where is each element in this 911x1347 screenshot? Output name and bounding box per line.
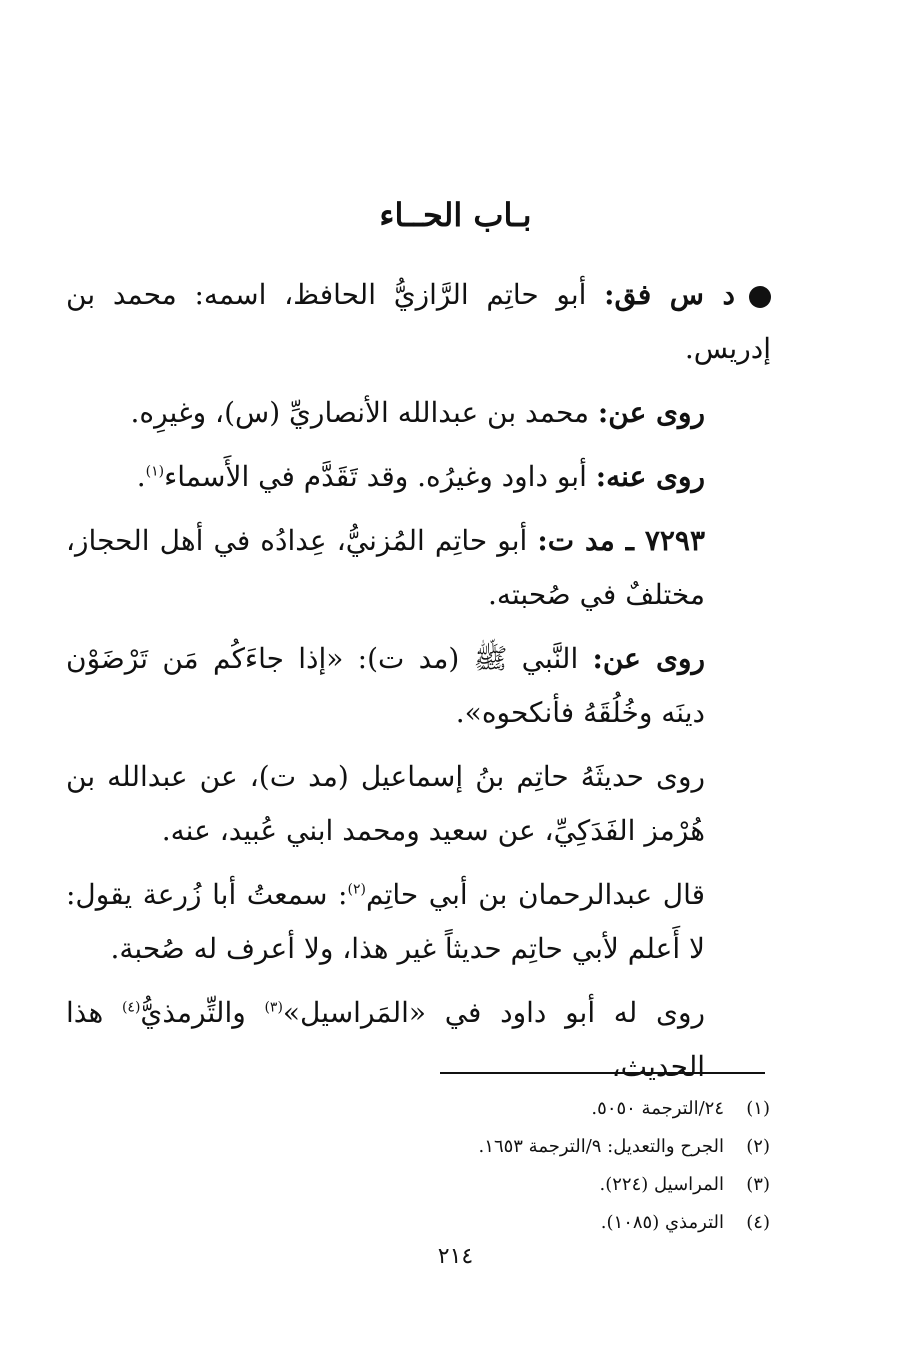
bullet-icon bbox=[749, 286, 771, 308]
footnote-ref-3: (٣) bbox=[264, 999, 283, 1016]
entry-abu-hatim-razi bbox=[66, 268, 771, 376]
footnote-number: (٣) bbox=[746, 1174, 770, 1195]
footnote-2 bbox=[300, 1128, 770, 1166]
entry-number: ٧٢٩٣ ـ مد ت: bbox=[537, 524, 705, 557]
footnote-text: الجرح والتعديل: ٩/الترجمة ١٦٥٣. bbox=[478, 1136, 724, 1157]
footnote-text: ٢٤/الترجمة ٥٠٥٠. bbox=[591, 1098, 724, 1119]
narrated-from bbox=[66, 386, 771, 440]
entry-7293 bbox=[66, 514, 771, 622]
narrated-by-text: أبو داود وغيرُه. وقد تَقَدَّم في الأَسماء bbox=[164, 460, 587, 493]
entry-symbols: د س فق: bbox=[604, 278, 736, 311]
reported-by-text: روى له أبو داود في «المَراسيل» bbox=[282, 996, 705, 1029]
narrated-by-suffix: . bbox=[136, 460, 146, 493]
footnote-number: (١) bbox=[746, 1098, 770, 1119]
narrated-from-prophet-text: النَّبي ﷺ (مد ت): «إذا جاءَكُم مَن تَرْضَوْن دينَه وخُلُقَهُ فأنكحوه». bbox=[66, 642, 705, 729]
footnote-text: الترمذي (١٠٨٥). bbox=[600, 1212, 724, 1233]
footnote-number: (٤) bbox=[746, 1212, 770, 1233]
footnote-number: (٢) bbox=[746, 1136, 770, 1157]
hadith-transmission-text: روى حديثَهُ حاتِم بنُ إسماعيل (مد ت)، عن عبدالله بن هُرْمز الفَدَكِيِّ، عن سعيد ومحمد ابني عُبيد، عنه. bbox=[66, 760, 706, 847]
page-number: ٢١٤ bbox=[437, 1244, 474, 1269]
ibn-abi-hatim-quote bbox=[66, 868, 771, 976]
footnote-1 bbox=[300, 1090, 770, 1128]
hadith-transmission bbox=[66, 750, 771, 858]
footnote-3 bbox=[300, 1166, 770, 1204]
footnote-4 bbox=[300, 1204, 770, 1242]
narrated-from-text: محمد بن عبدالله الأنصاريِّ (س)، وغيرِه. bbox=[130, 396, 590, 429]
reported-by bbox=[66, 986, 771, 1094]
quote-text: : سمعتُ أبا زُرعة يقول: لا أَعلم لأبي حاتِم حديثاً غير هذا، ولا أعرف له صُحبة. bbox=[66, 878, 705, 965]
narrated-from-prophet bbox=[66, 632, 771, 740]
footnote-ref-1: (١) bbox=[145, 463, 165, 480]
entry-text: أبو حاتِم الرَّازيُّ الحافظ، اسمه: محمد بن إدريس. bbox=[66, 278, 771, 365]
quote-intro: قال عبدالرحمان بن أبي حاتِم bbox=[365, 878, 705, 911]
main-text bbox=[66, 268, 771, 1104]
footnote-ref-2: (٢) bbox=[347, 881, 366, 898]
footnote-text: المراسيل (٢٢٤). bbox=[599, 1174, 724, 1195]
footnotes bbox=[300, 1090, 770, 1242]
footnote-divider bbox=[440, 1072, 765, 1074]
narrated-from-label: روى عن: bbox=[597, 396, 705, 429]
narrated-by-label: روى عنه: bbox=[595, 460, 705, 493]
reported-by-mid: والتِّرمذيُّ bbox=[140, 996, 265, 1029]
narrated-from-prophet-label: روى عن: bbox=[592, 642, 705, 675]
entry-7293-text: أبو حاتِم المُزنيُّ، عِدادُه في أهل الحجاز، مختلفٌ في صُحبته. bbox=[66, 524, 705, 611]
footnote-ref-4: (٤) bbox=[121, 999, 141, 1016]
chapter-heading: بـاب الحــاء bbox=[379, 196, 532, 234]
reported-by-end: هذا الحديث، bbox=[66, 996, 705, 1083]
narrated-by bbox=[66, 450, 771, 504]
